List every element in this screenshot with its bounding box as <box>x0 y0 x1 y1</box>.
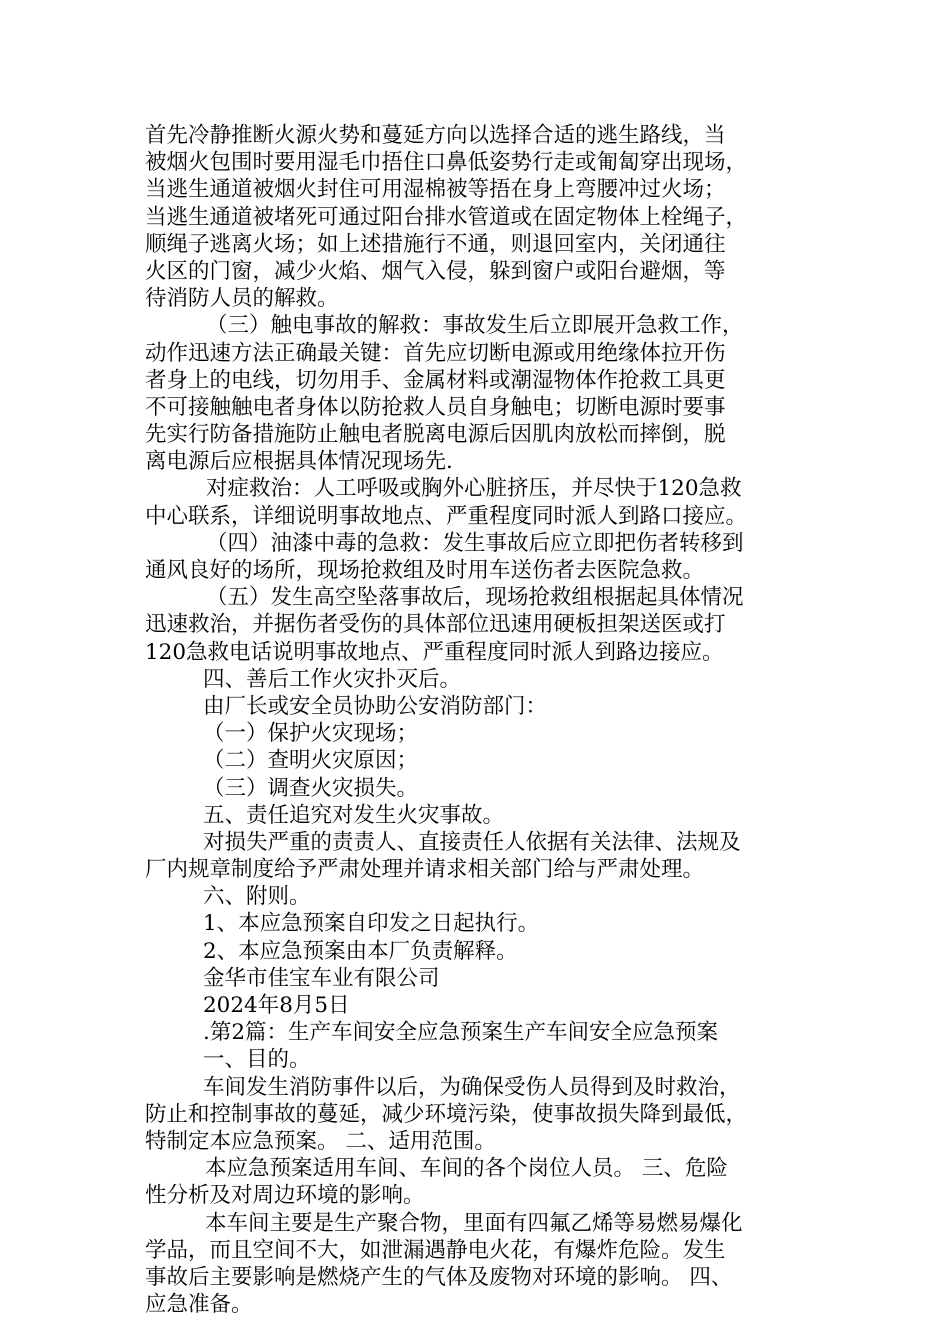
section-heading-electric-shock: （三）触电事故的解救：事故发生后立即展开急救工作， <box>206 313 744 339</box>
text-line: 火区的门窗，减少火焰、烟气入侵，躲到窗户或阳台避烟，等 <box>145 258 726 284</box>
text-line: 者身上的电线，切勿用手、金属材料或潮湿物体作抢救工具更 <box>145 367 726 393</box>
text-line: 离电源后应根据具体情况现场先. <box>145 449 453 475</box>
text-line: 待消防人员的解救。 <box>145 286 339 312</box>
text-line: 首先冷静推断火源火势和蔓延方向以选择合适的逃生路线，当 <box>145 123 726 148</box>
section-heading-supplementary: 六、附则。 <box>203 884 311 910</box>
date-line: 2024年8月5日 <box>203 993 350 1018</box>
list-item: （三）调查火灾损失。 <box>203 775 419 801</box>
list-item: 1、本应急预案自印发之日起执行。 <box>203 911 540 937</box>
text-line: 中心联系，详细说明事故地点、严重程度同时派人到路口接应。 <box>145 503 748 529</box>
text-line: 特制定本应急预案。 二、适用范围。 <box>145 1128 496 1154</box>
text-line: 车间发生消防事件以后，为确保受伤人员得到及时救治， <box>203 1074 741 1100</box>
text-line: 防止和控制事故的蔓延，减少环境污染，使事故损失降到最低， <box>145 1101 748 1127</box>
chapter-title: .第2篇：生产车间安全应急预案生产车间安全应急预案 <box>203 1020 719 1046</box>
text-line: 当逃生通道被堵死可通过阳台排水管道或在固定物体上栓绳子， <box>145 204 748 230</box>
text-line: 应急准备。 <box>145 1292 253 1318</box>
list-item: （一）保护火灾现场； <box>203 721 419 747</box>
text-line: 动作迅速方法正确最关键：首先应切断电源或用绝缘体拉开伤 <box>145 340 726 366</box>
text-line: 对损失严重的责责人、直接责任人依据有关法律、法规及 <box>203 829 741 855</box>
text-line: 学品，而且空间不大，如泄漏遇静电火花，有爆炸危险。发生 <box>145 1237 726 1263</box>
text-line: 通风良好的场所，现场抢救组及时用车送伤者去医院急救。 <box>145 558 705 583</box>
list-item: 2、本应急预案由本厂负责解释。 <box>203 938 518 964</box>
list-item: （二）查明火灾原因； <box>203 748 419 774</box>
text-line: 厂内规章制度给予严肃处理并请求相关部门给与严肃处理。 <box>145 857 705 883</box>
text-line: 本应急预案适用车间、车间的各个岗位人员。 三、危险 <box>205 1156 728 1182</box>
section-heading-accountability: 五、责任追究对发生火灾事故。 <box>203 802 505 828</box>
text-line: 不可接触触电者身体以防抢救人员自身触电；切断电源时要事 <box>145 394 726 420</box>
text-line: 对症救治：人工呼吸或胸外心脏挤压，并尽快于120急救 <box>206 476 742 502</box>
text-line: 120急救电话说明事故地点、严重程度同时派人到路边接应。 <box>145 639 724 665</box>
section-heading-fall-accident: （五）发生高空坠落事故后，现场抢救组根据起具体情况 <box>206 585 744 611</box>
text-line: 先实行防备措施防止触电者脱离电源后因肌肉放松而摔倒，脱 <box>145 422 726 448</box>
section-heading-aftermath: 四、善后工作火灾扑灭后。 <box>203 666 462 692</box>
section-heading-paint-poisoning: （四）油漆中毒的急救：发生事故后应立即把伤者转移到 <box>206 530 744 556</box>
text-line: 性分析及对周边环境的影响。 <box>145 1183 425 1209</box>
text-line: 顺绳子逃离火场；如上述措施行不通，则退回室内，关闭通往 <box>145 231 726 257</box>
section-heading-purpose: 一、目的。 <box>203 1047 311 1073</box>
text-line: 被烟火包围时要用湿毛巾捂住口鼻低姿势行走或匍匐穿出现场， <box>145 150 748 176</box>
text-line: 当逃生通道被烟火封住可用湿棉被等捂在身上弯腰冲过火场； <box>145 177 726 203</box>
text-line: 事故后主要影响是燃烧产生的气体及废物对环境的影响。 四、 <box>145 1264 733 1290</box>
company-name: 金华市佳宝车业有限公司 <box>203 965 440 991</box>
text-line: 本车间主要是生产聚合物，里面有四氟乙烯等易燃易爆化 <box>205 1210 743 1236</box>
text-line: 迅速救治，并据伤者受伤的具体部位迅速用硬板担架送医或打 <box>145 612 726 638</box>
document-page <box>145 122 825 1318</box>
text-line: 由厂长或安全员协助公安消防部门： <box>203 693 548 719</box>
